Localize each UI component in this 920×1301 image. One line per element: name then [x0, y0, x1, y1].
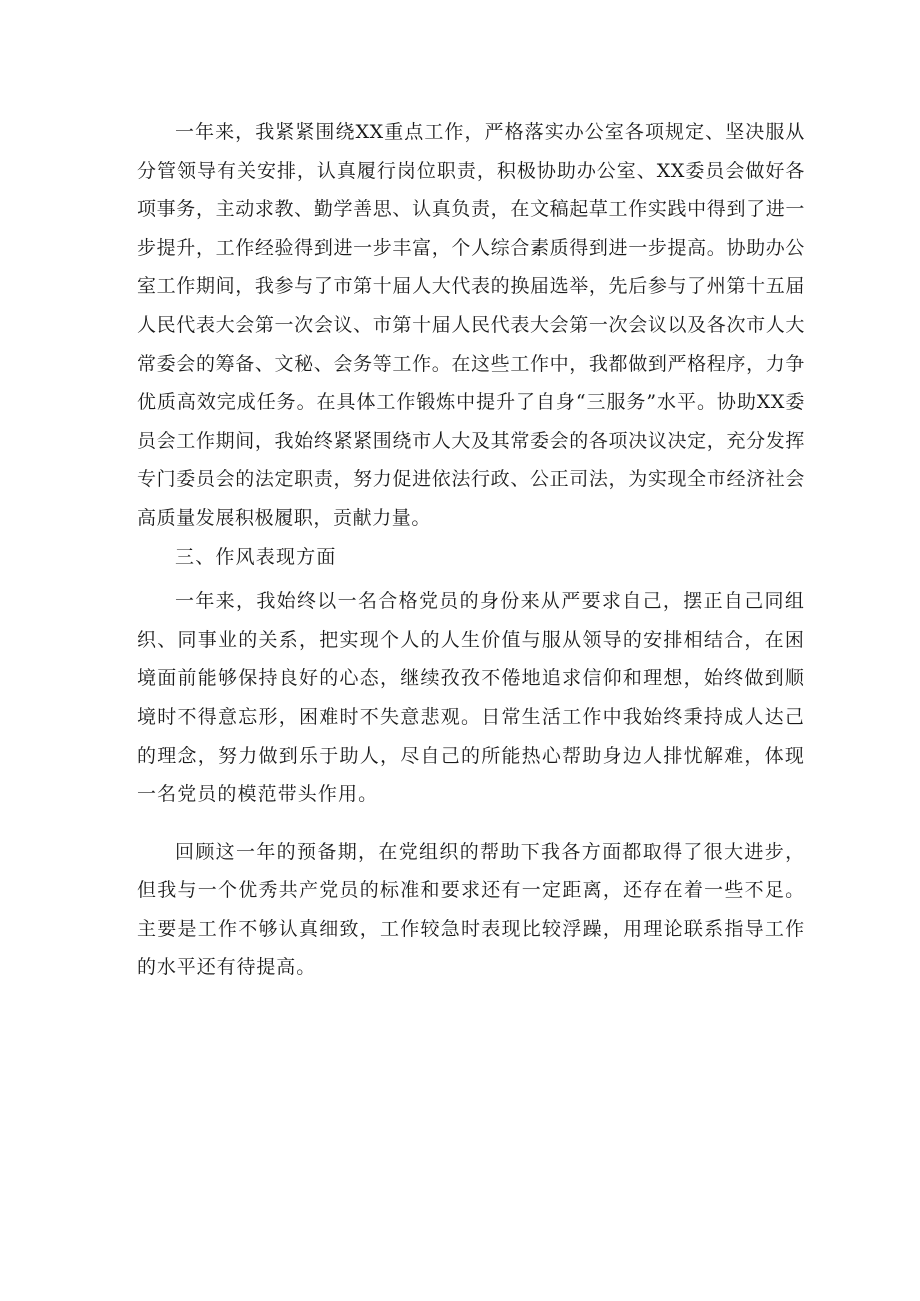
paragraph-work-performance: 一年来，我紧紧围绕XX重点工作，严格落实办公室各项规定、坚决服从分管领导有关安排，认真履行岗位职责，积极协助办公室、XX委员会做好各项事务，主动求教、勤学善思、认真负责，在文稿起草工作实践中得到了进一步提升，工作经验得到进一步丰富，个人综合素质得到进一步提高。协助办公室工作期间，我参与了市第十届人大代表的换届选举，先后参与了州第十五届人民代表大会第一次会议、市第十届人民代表大会第一次会议以及各次市人大常委会的筹备、文秘、会务等工作。在这些工作中，我都做到严格程序，力争优质高效完成任务。在具体工作锻炼中提升了自身“三服务”水平。协助XX委员会工作期间，我始终紧紧围绕市人大及其常委会的各项决议决定，充分发挥专门委员会的法定职责，努力促进依法行政、公正司法，为实现全市经济社会高质量发展积极履职，贡献力量。 [137, 121, 805, 529]
paragraph-work-style: 一年来，我始终以一名合格党员的身份来从严要求自己，摆正自己同组织、同事业的关系，把实现个人的人生价值与服从领导的安排相结合，在困境面前能够保持良好的心态，继续孜孜不倦地追求信仰和理想，始终做到顺境时不得意忘形，困难时不失意悲观。日常生活工作中我始终秉持成人达己的理念，努力做到乐于助人，尽自己的所能热心帮助身边人排忧解难，体现一名党员的模范带头作用。 [137, 590, 805, 806]
section-heading-work-style: 三、作风表现方面 [175, 545, 337, 568]
document-body [137, 113, 805, 987]
paragraph-review: 回顾这一年的预备期，在党组织的帮助下我各方面都取得了很大进步，但我与一个优秀共产党员的标准和要求还有一定距离，还存在着一些不足。主要是工作不够认真细致，工作较急时表现比较浮躁，用理论联系指导工作的水平还有待提高。 [137, 840, 805, 979]
